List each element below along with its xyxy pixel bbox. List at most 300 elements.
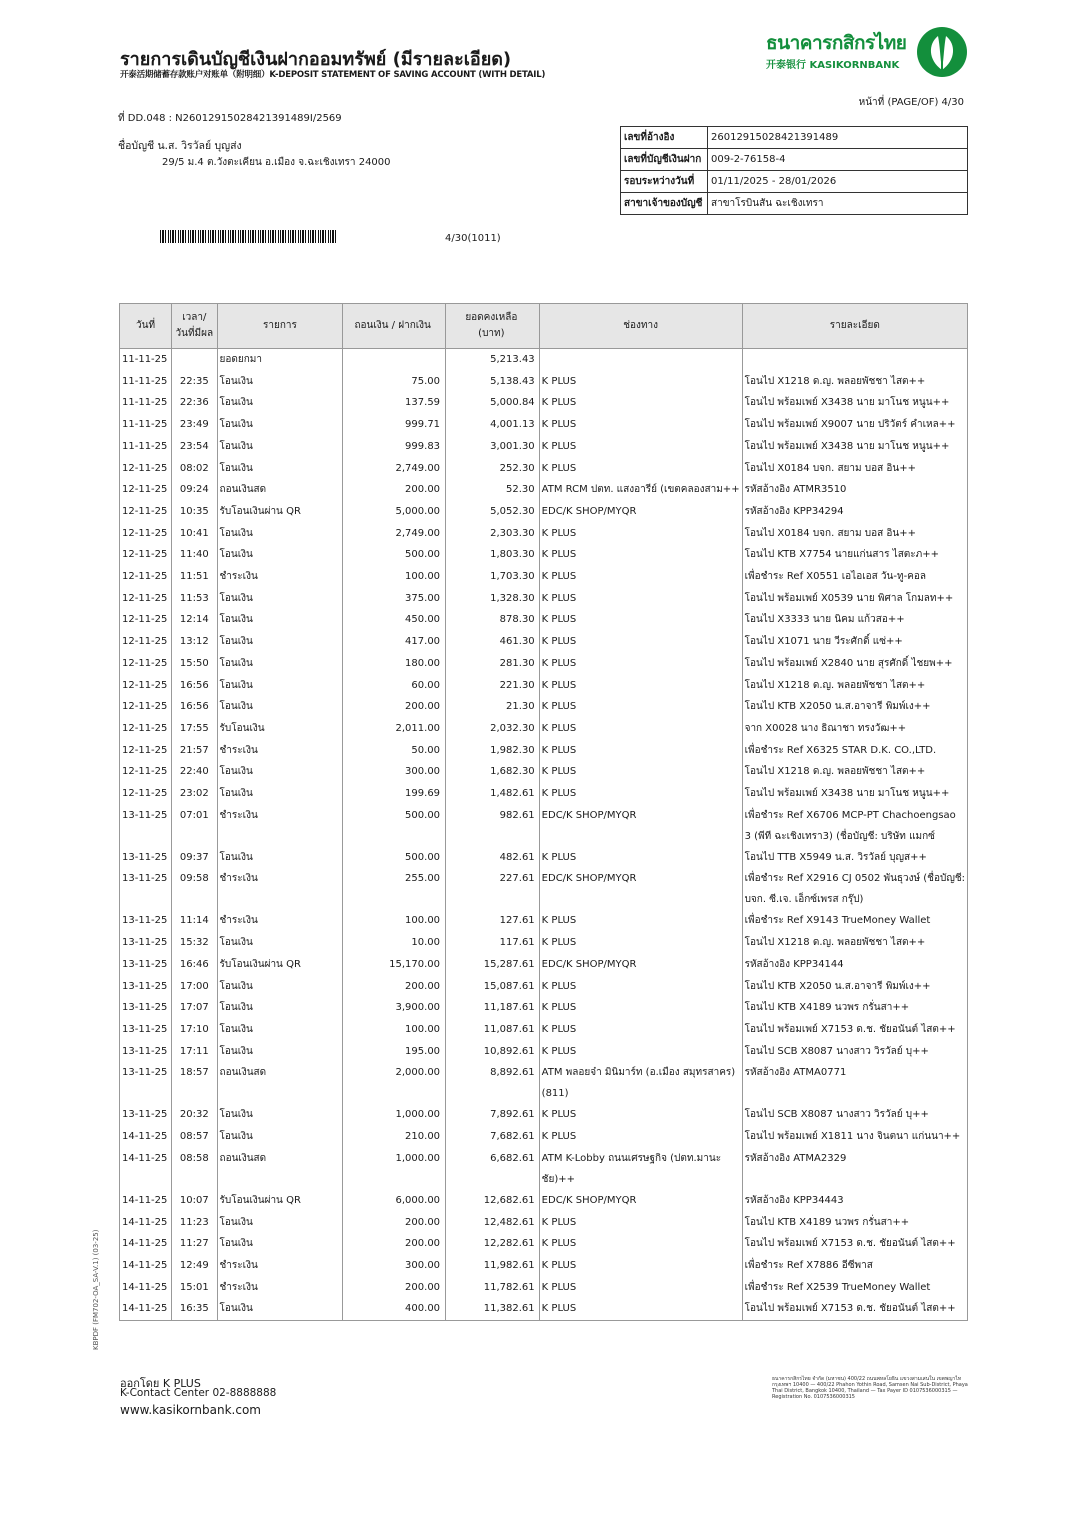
cell-channel xyxy=(539,349,742,371)
cell-time: 11:27 xyxy=(172,1233,217,1255)
cell-channel: K PLUS xyxy=(539,653,742,675)
cell-balance: 117.61 xyxy=(446,932,540,954)
info-label: รอบระหว่างวันที่ xyxy=(621,171,708,193)
info-row xyxy=(621,127,968,149)
cell-balance: 5,052.30 xyxy=(446,501,540,523)
cell-amount: 500.00 xyxy=(343,544,446,566)
cell-balance: 11,087.61 xyxy=(446,1019,540,1041)
cell-type: ชำระเงิน xyxy=(217,805,343,847)
cell-detail: โอนไป X0184 บจก. สยาม บอส อิน++ xyxy=(742,458,967,480)
cell-date: 12-11-25 xyxy=(120,740,172,762)
table-row xyxy=(120,675,968,697)
cell-balance: 5,138.43 xyxy=(446,371,540,393)
table-row xyxy=(120,696,968,718)
cell-detail: โอนไป พร้อมเพย์ X1811 นาง จินตนา แก่นนา++ xyxy=(742,1126,967,1148)
cell-time: 09:24 xyxy=(172,479,217,501)
info-value: 26012915028421391489 xyxy=(708,127,968,149)
cell-time: 11:51 xyxy=(172,566,217,588)
table-row xyxy=(120,566,968,588)
cell-time: 22:36 xyxy=(172,392,217,414)
cell-amount: 200.00 xyxy=(343,696,446,718)
table-row xyxy=(120,910,968,932)
cell-type: โอนเงิน xyxy=(217,997,343,1019)
table-row xyxy=(120,1212,968,1234)
cell-balance: 461.30 xyxy=(446,631,540,653)
cell-channel: K PLUS xyxy=(539,631,742,653)
table-row xyxy=(120,501,968,523)
cell-time: 10:07 xyxy=(172,1190,217,1212)
cell-type: ชำระเงิน xyxy=(217,566,343,588)
cell-type: โอนเงิน xyxy=(217,1212,343,1234)
cell-detail: เพื่อชำระ Ref X0551 เอไอเอส วัน-ทู-คอล xyxy=(742,566,967,588)
website-link[interactable]: www.kasikornbank.com xyxy=(120,1403,261,1417)
cell-channel: K PLUS xyxy=(539,761,742,783)
table-row xyxy=(120,783,968,805)
cell-detail: โอนไป พร้อมเพย์ X7153 ด.ช. ชัยอนันต์ ไสต++ xyxy=(742,1233,967,1255)
cell-type: โอนเงิน xyxy=(217,1104,343,1126)
cell-type: รับโอนเงินผ่าน QR xyxy=(217,501,343,523)
cell-balance: 6,682.61 xyxy=(446,1148,540,1190)
cell-type: ถอนเงินสด xyxy=(217,1062,343,1104)
cell-balance: 12,282.61 xyxy=(446,1233,540,1255)
cell-type: โอนเงิน xyxy=(217,414,343,436)
table-row xyxy=(120,631,968,653)
cell-time: 08:02 xyxy=(172,458,217,480)
header-time: เวลา/ วันที่มีผล xyxy=(172,304,217,349)
header-amount: ถอนเงิน / ฝากเงิน xyxy=(343,304,446,349)
cell-time: 12:14 xyxy=(172,609,217,631)
cell-type: ชำระเงิน xyxy=(217,868,343,910)
cell-balance: 5,000.84 xyxy=(446,392,540,414)
cell-balance: 21.30 xyxy=(446,696,540,718)
cell-amount: 50.00 xyxy=(343,740,446,762)
cell-amount: 2,749.00 xyxy=(343,523,446,545)
cell-detail: เพื่อชำระ Ref X6325 STAR D.K. CO.,LTD. xyxy=(742,740,967,762)
cell-balance: 15,087.61 xyxy=(446,976,540,998)
info-label: เลขที่บัญชีเงินฝาก xyxy=(621,149,708,171)
table-row xyxy=(120,1148,968,1190)
cell-amount: 100.00 xyxy=(343,1019,446,1041)
bank-address: ธนาคารกสิกรไทย จำกัด (มหาชน) 400/22 ถนนพหลโยธิน แขวงสามเสนใน เขตพญาไท กรุงเทพฯ 10400 — 400/22 Phahon Yothin Road, Samsen Nai Sub-District, Phaya Thai District, Bangkok 10400, Thailand — Tax Payer ID 0107536000315 — Registration No. 0107536000315 xyxy=(772,1376,968,1400)
info-value: 009-2-76158-4 xyxy=(708,149,968,171)
cell-balance: 7,892.61 xyxy=(446,1104,540,1126)
header-type: รายการ xyxy=(217,304,343,349)
cell-detail: โอนไป พร้อมเพย์ X7153 ด.ช. ชัยอนันต์ ไสต++ xyxy=(742,1019,967,1041)
cell-type: โอนเงิน xyxy=(217,783,343,805)
cell-channel: K PLUS xyxy=(539,1298,742,1320)
cell-time: 10:41 xyxy=(172,523,217,545)
cell-channel: K PLUS xyxy=(539,910,742,932)
cell-balance: 1,982.30 xyxy=(446,740,540,762)
cell-time: 11:23 xyxy=(172,1212,217,1234)
cell-type: ชำระเงิน xyxy=(217,740,343,762)
cell-channel: EDC/K SHOP/MYQR xyxy=(539,954,742,976)
table-row xyxy=(120,414,968,436)
table-row xyxy=(120,523,968,545)
cell-date: 13-11-25 xyxy=(120,1104,172,1126)
table-row xyxy=(120,1233,968,1255)
info-row xyxy=(621,171,968,193)
cell-balance: 1,328.30 xyxy=(446,588,540,610)
cell-channel: K PLUS xyxy=(539,1277,742,1299)
cell-channel: K PLUS xyxy=(539,414,742,436)
cell-type: โอนเงิน xyxy=(217,631,343,653)
cell-detail: รหัสอ้างอิง KPP34144 xyxy=(742,954,967,976)
cell-type: รับโอนเงินผ่าน QR xyxy=(217,1190,343,1212)
cell-date: 12-11-25 xyxy=(120,523,172,545)
cell-date: 13-11-25 xyxy=(120,1019,172,1041)
cell-detail: โอนไป พร้อมเพย์ X0539 นาย พิศาล โกมลท++ xyxy=(742,588,967,610)
cell-time: 15:01 xyxy=(172,1277,217,1299)
cell-date: 12-11-25 xyxy=(120,631,172,653)
cell-channel: K PLUS xyxy=(539,740,742,762)
cell-detail: เพื่อชำระ Ref X2916 CJ 0502 พันธุวงษ์ (ชื่อบัญชี: บจก. ซี.เจ. เอ็กซ์เพรส กรุ๊ป) xyxy=(742,868,967,910)
cell-amount: 375.00 xyxy=(343,588,446,610)
bank-logo xyxy=(766,26,970,78)
cell-time: 17:55 xyxy=(172,718,217,740)
cell-detail: โอนไป X1218 ด.ญ. พลอยพัชชา ไสต++ xyxy=(742,761,967,783)
cell-balance: 1,682.30 xyxy=(446,761,540,783)
table-row xyxy=(120,544,968,566)
cell-channel: ATM K-Lobby ถนนเศรษฐกิจ (ปตท.มานะชัย)++ xyxy=(539,1148,742,1190)
header-date: วันที่ xyxy=(120,304,172,349)
cell-type: รับโอนเงิน xyxy=(217,718,343,740)
cell-time: 23:02 xyxy=(172,783,217,805)
cell-time: 08:58 xyxy=(172,1148,217,1190)
table-row xyxy=(120,847,968,869)
table-row xyxy=(120,436,968,458)
cell-detail: โอนไป X3333 นาย นิคม แก้วสอ++ xyxy=(742,609,967,631)
cell-balance: 127.61 xyxy=(446,910,540,932)
cell-channel: K PLUS xyxy=(539,783,742,805)
cell-channel: K PLUS xyxy=(539,696,742,718)
cell-date: 13-11-25 xyxy=(120,976,172,998)
cell-detail: รหัสอ้างอิง KPP34294 xyxy=(742,501,967,523)
cell-channel: K PLUS xyxy=(539,609,742,631)
cell-time: 16:56 xyxy=(172,675,217,697)
cell-time: 09:37 xyxy=(172,847,217,869)
cell-channel: K PLUS xyxy=(539,523,742,545)
cell-channel: K PLUS xyxy=(539,458,742,480)
cell-time: 21:57 xyxy=(172,740,217,762)
cell-amount: 200.00 xyxy=(343,479,446,501)
cell-detail: โอนไป TTB X5949 น.ส. วิรวัลย์ บุญส++ xyxy=(742,847,967,869)
cell-time: 22:40 xyxy=(172,761,217,783)
cell-channel: ATM พลอยจ๋า มินิมาร์ท (อ.เมือง สมุทรสาคร) (811) xyxy=(539,1062,742,1104)
cell-channel: K PLUS xyxy=(539,1041,742,1063)
cell-amount: 999.71 xyxy=(343,414,446,436)
cell-balance: 2,303.30 xyxy=(446,523,540,545)
cell-time: 15:50 xyxy=(172,653,217,675)
cell-time: 16:35 xyxy=(172,1298,217,1320)
cell-detail: โอนไป พร้อมเพย์ X3438 นาย มาโนช หนูน++ xyxy=(742,436,967,458)
cell-detail: โอนไป X1218 ด.ญ. พลอยพัชชา ไสต++ xyxy=(742,371,967,393)
cell-date: 13-11-25 xyxy=(120,910,172,932)
cell-time: 17:11 xyxy=(172,1041,217,1063)
cell-balance: 252.30 xyxy=(446,458,540,480)
cell-type: โอนเงิน xyxy=(217,976,343,998)
cell-time: 11:53 xyxy=(172,588,217,610)
cell-type: รับโอนเงินผ่าน QR xyxy=(217,954,343,976)
cell-time: 16:46 xyxy=(172,954,217,976)
cell-date: 13-11-25 xyxy=(120,805,172,847)
bank-name-en: 开泰银行 KASIKORNBANK xyxy=(766,60,900,71)
cell-date: 14-11-25 xyxy=(120,1212,172,1234)
cell-type: โอนเงิน xyxy=(217,1126,343,1148)
cell-channel: K PLUS xyxy=(539,1019,742,1041)
cell-channel: K PLUS xyxy=(539,436,742,458)
table-row xyxy=(120,1041,968,1063)
cell-time: 08:57 xyxy=(172,1126,217,1148)
cell-channel: K PLUS xyxy=(539,847,742,869)
table-row xyxy=(120,761,968,783)
cell-balance: 5,213.43 xyxy=(446,349,540,371)
cell-date: 11-11-25 xyxy=(120,349,172,371)
cell-balance: 2,032.30 xyxy=(446,718,540,740)
cell-channel: EDC/K SHOP/MYQR xyxy=(539,805,742,847)
info-value: สาขาโรบินสัน ฉะเชิงเทรา xyxy=(708,193,968,215)
cell-detail: โอนไป KTB X2050 น.ส.อาจารี พิมพ์เง++ xyxy=(742,976,967,998)
cell-type: โอนเงิน xyxy=(217,544,343,566)
account-info-table xyxy=(620,126,968,215)
table-row xyxy=(120,1190,968,1212)
table-row xyxy=(120,1126,968,1148)
cell-time: 23:54 xyxy=(172,436,217,458)
cell-time: 17:10 xyxy=(172,1019,217,1041)
form-code: KBPDF (FM702-OA_SA-V.1) (03-25) xyxy=(92,1229,100,1350)
cell-detail: โอนไป พร้อมเพย์ X2840 นาย สุรศักดิ์ ไชยพ++ xyxy=(742,653,967,675)
transaction-table xyxy=(119,303,968,1321)
cell-detail: โอนไป KTB X7754 นายแก่นสาร ไสตะภ++ xyxy=(742,544,967,566)
cell-time: 17:07 xyxy=(172,997,217,1019)
cell-type: ชำระเงิน xyxy=(217,910,343,932)
cell-detail: โอนไป X1218 ด.ญ. พลอยพัชชา ไสต++ xyxy=(742,675,967,697)
cell-type: โอนเงิน xyxy=(217,675,343,697)
cell-type: โอนเงิน xyxy=(217,1019,343,1041)
cell-balance: 11,187.61 xyxy=(446,997,540,1019)
cell-date: 13-11-25 xyxy=(120,868,172,910)
barcode xyxy=(160,230,336,243)
table-row xyxy=(120,997,968,1019)
cell-detail: โอนไป KTB X4189 นวพร กรั่นสา++ xyxy=(742,1212,967,1234)
table-row xyxy=(120,718,968,740)
cell-time: 16:56 xyxy=(172,696,217,718)
cell-date: 12-11-25 xyxy=(120,501,172,523)
cell-date: 12-11-25 xyxy=(120,653,172,675)
cell-time: 11:40 xyxy=(172,544,217,566)
cell-type: ถอนเงินสด xyxy=(217,1148,343,1190)
account-name: ชื่อบัญชี น.ส. วิรวัลย์ บุญส่ง xyxy=(118,140,242,152)
cell-time: 18:57 xyxy=(172,1062,217,1104)
cell-balance: 8,892.61 xyxy=(446,1062,540,1104)
cell-channel: K PLUS xyxy=(539,588,742,610)
cell-amount: 200.00 xyxy=(343,1212,446,1234)
document-reference: ที่ DD.048 : N26012915028421391489I/2569 xyxy=(118,113,342,124)
cell-type: โอนเงิน xyxy=(217,932,343,954)
cell-date: 11-11-25 xyxy=(120,392,172,414)
cell-detail: โอนไป KTB X2050 น.ส.อาจารี พิมพ์เง++ xyxy=(742,696,967,718)
table-row xyxy=(120,371,968,393)
info-row xyxy=(621,193,968,215)
table-row xyxy=(120,932,968,954)
cell-amount xyxy=(343,349,446,371)
cell-amount: 15,170.00 xyxy=(343,954,446,976)
cell-amount: 1,000.00 xyxy=(343,1104,446,1126)
info-value: 01/11/2025 - 28/01/2026 xyxy=(708,171,968,193)
cell-detail: รหัสอ้างอิง ATMA2329 xyxy=(742,1148,967,1190)
issued-by: ออกโดย K PLUS xyxy=(120,1377,201,1390)
cell-amount: 6,000.00 xyxy=(343,1190,446,1212)
cell-type: โอนเงิน xyxy=(217,696,343,718)
cell-amount: 417.00 xyxy=(343,631,446,653)
cell-amount: 199.69 xyxy=(343,783,446,805)
cell-time: 11:14 xyxy=(172,910,217,932)
cell-time: 12:49 xyxy=(172,1255,217,1277)
cell-date: 14-11-25 xyxy=(120,1233,172,1255)
cell-detail: โอนไป X1071 นาย วีระศักดิ์ แซ่++ xyxy=(742,631,967,653)
cell-channel: K PLUS xyxy=(539,566,742,588)
cell-type: โอนเงิน xyxy=(217,1233,343,1255)
cell-time: 20:32 xyxy=(172,1104,217,1126)
cell-time: 10:35 xyxy=(172,501,217,523)
cell-channel: ATM RCM ปตท. แสงอารีย์ (เขตคลองสาม++ xyxy=(539,479,742,501)
cell-channel: EDC/K SHOP/MYQR xyxy=(539,868,742,910)
cell-detail: รหัสอ้างอิง ATMR3510 xyxy=(742,479,967,501)
cell-amount: 137.59 xyxy=(343,392,446,414)
cell-detail: โอนไป พร้อมเพย์ X3438 นาย มาโนช หนูน++ xyxy=(742,783,967,805)
cell-type: โอนเงิน xyxy=(217,523,343,545)
cell-channel: K PLUS xyxy=(539,976,742,998)
cell-date: 11-11-25 xyxy=(120,436,172,458)
cell-time xyxy=(172,349,217,371)
table-row xyxy=(120,954,968,976)
cell-date: 13-11-25 xyxy=(120,1041,172,1063)
cell-amount: 450.00 xyxy=(343,609,446,631)
cell-date: 13-11-25 xyxy=(120,847,172,869)
cell-balance: 10,892.61 xyxy=(446,1041,540,1063)
table-row xyxy=(120,349,968,371)
cell-date: 14-11-25 xyxy=(120,1190,172,1212)
cell-time: 15:32 xyxy=(172,932,217,954)
cell-amount: 300.00 xyxy=(343,761,446,783)
cell-amount: 180.00 xyxy=(343,653,446,675)
cell-detail: โอนไป พร้อมเพย์ X7153 ด.ช. ชัยอนันต์ ไสต++ xyxy=(742,1298,967,1320)
cell-amount: 200.00 xyxy=(343,976,446,998)
cell-amount: 1,000.00 xyxy=(343,1148,446,1190)
table-row xyxy=(120,392,968,414)
cell-date: 12-11-25 xyxy=(120,675,172,697)
cell-detail: จาก X0028 นาง ธิณาชา ทรงวัฒ++ xyxy=(742,718,967,740)
cell-balance: 281.30 xyxy=(446,653,540,675)
cell-date: 12-11-25 xyxy=(120,696,172,718)
cell-type: โอนเงิน xyxy=(217,1041,343,1063)
cell-detail: เพื่อชำระ Ref X2539 TrueMoney Wallet xyxy=(742,1277,967,1299)
table-row xyxy=(120,1277,968,1299)
cell-amount: 300.00 xyxy=(343,1255,446,1277)
cell-time: 22:35 xyxy=(172,371,217,393)
cell-date: 12-11-25 xyxy=(120,544,172,566)
contact-center: K-Contact Center 02-8888888 xyxy=(120,1387,277,1399)
account-address: 29/5 ม.4 ต.วังตะเคียน อ.เมือง จ.ฉะเชิงเทรา 24000 xyxy=(162,157,391,168)
cell-time: 07:01 xyxy=(172,805,217,847)
cell-amount: 999.83 xyxy=(343,436,446,458)
cell-amount: 500.00 xyxy=(343,847,446,869)
cell-date: 13-11-25 xyxy=(120,997,172,1019)
cell-date: 13-11-25 xyxy=(120,954,172,976)
bank-name-th: ธนาคารกสิกรไทย xyxy=(766,32,907,54)
cell-type: ชำระเงิน xyxy=(217,1277,343,1299)
cell-channel: EDC/K SHOP/MYQR xyxy=(539,501,742,523)
cell-type: โอนเงิน xyxy=(217,653,343,675)
cell-amount: 75.00 xyxy=(343,371,446,393)
cell-detail: โอนไป พร้อมเพย์ X3438 นาย มาโนช หนูน++ xyxy=(742,392,967,414)
table-row xyxy=(120,479,968,501)
cell-channel: K PLUS xyxy=(539,932,742,954)
cell-date: 14-11-25 xyxy=(120,1126,172,1148)
table-row xyxy=(120,1104,968,1126)
cell-balance: 12,482.61 xyxy=(446,1212,540,1234)
cell-type: โอนเงิน xyxy=(217,392,343,414)
cell-balance: 482.61 xyxy=(446,847,540,869)
cell-type: โอนเงิน xyxy=(217,588,343,610)
cell-type: ชำระเงิน xyxy=(217,1255,343,1277)
cell-date: 14-11-25 xyxy=(120,1148,172,1190)
cell-balance: 227.61 xyxy=(446,868,540,910)
cell-channel: K PLUS xyxy=(539,1233,742,1255)
cell-amount: 2,749.00 xyxy=(343,458,446,480)
cell-channel: K PLUS xyxy=(539,675,742,697)
cell-type: โอนเงิน xyxy=(217,609,343,631)
cell-date: 14-11-25 xyxy=(120,1298,172,1320)
cell-channel: K PLUS xyxy=(539,1255,742,1277)
cell-type: ถอนเงินสด xyxy=(217,479,343,501)
table-row xyxy=(120,805,968,847)
cell-amount: 10.00 xyxy=(343,932,446,954)
info-label: เลขที่อ้างอิง xyxy=(621,127,708,149)
cell-balance: 1,803.30 xyxy=(446,544,540,566)
cell-channel: K PLUS xyxy=(539,1212,742,1234)
statement-title-en: 开泰活期储蓄存款账户对账单（附明细）K-DEPOSIT STATEMENT OF SAVING ACCOUNT (WITH DETAIL) xyxy=(120,70,546,80)
cell-balance: 52.30 xyxy=(446,479,540,501)
info-label: สาขาเจ้าของบัญชี xyxy=(621,193,708,215)
cell-type: โอนเงิน xyxy=(217,847,343,869)
cell-amount: 210.00 xyxy=(343,1126,446,1148)
cell-date: 12-11-25 xyxy=(120,588,172,610)
table-row xyxy=(120,868,968,910)
table-row xyxy=(120,976,968,998)
table-row xyxy=(120,1019,968,1041)
cell-channel: K PLUS xyxy=(539,392,742,414)
table-row xyxy=(120,740,968,762)
cell-time: 09:58 xyxy=(172,868,217,910)
cell-type: ยอดยกมา xyxy=(217,349,343,371)
header-channel: ช่องทาง xyxy=(539,304,742,349)
cell-date: 12-11-25 xyxy=(120,479,172,501)
cell-date: 12-11-25 xyxy=(120,718,172,740)
cell-date: 12-11-25 xyxy=(120,458,172,480)
statement-title-th: รายการเดินบัญชีเงินฝากออมทรัพย์ (มีรายละเอียด) xyxy=(120,49,512,70)
cell-amount: 100.00 xyxy=(343,566,446,588)
cell-channel: EDC/K SHOP/MYQR xyxy=(539,1190,742,1212)
cell-amount: 100.00 xyxy=(343,910,446,932)
cell-date: 12-11-25 xyxy=(120,566,172,588)
cell-channel: K PLUS xyxy=(539,997,742,1019)
cell-detail: โอนไป X1218 ด.ญ. พลอยพัชชา ไสต++ xyxy=(742,932,967,954)
cell-amount: 2,000.00 xyxy=(343,1062,446,1104)
cell-balance: 3,001.30 xyxy=(446,436,540,458)
cell-channel: K PLUS xyxy=(539,1104,742,1126)
cell-date: 14-11-25 xyxy=(120,1255,172,1277)
